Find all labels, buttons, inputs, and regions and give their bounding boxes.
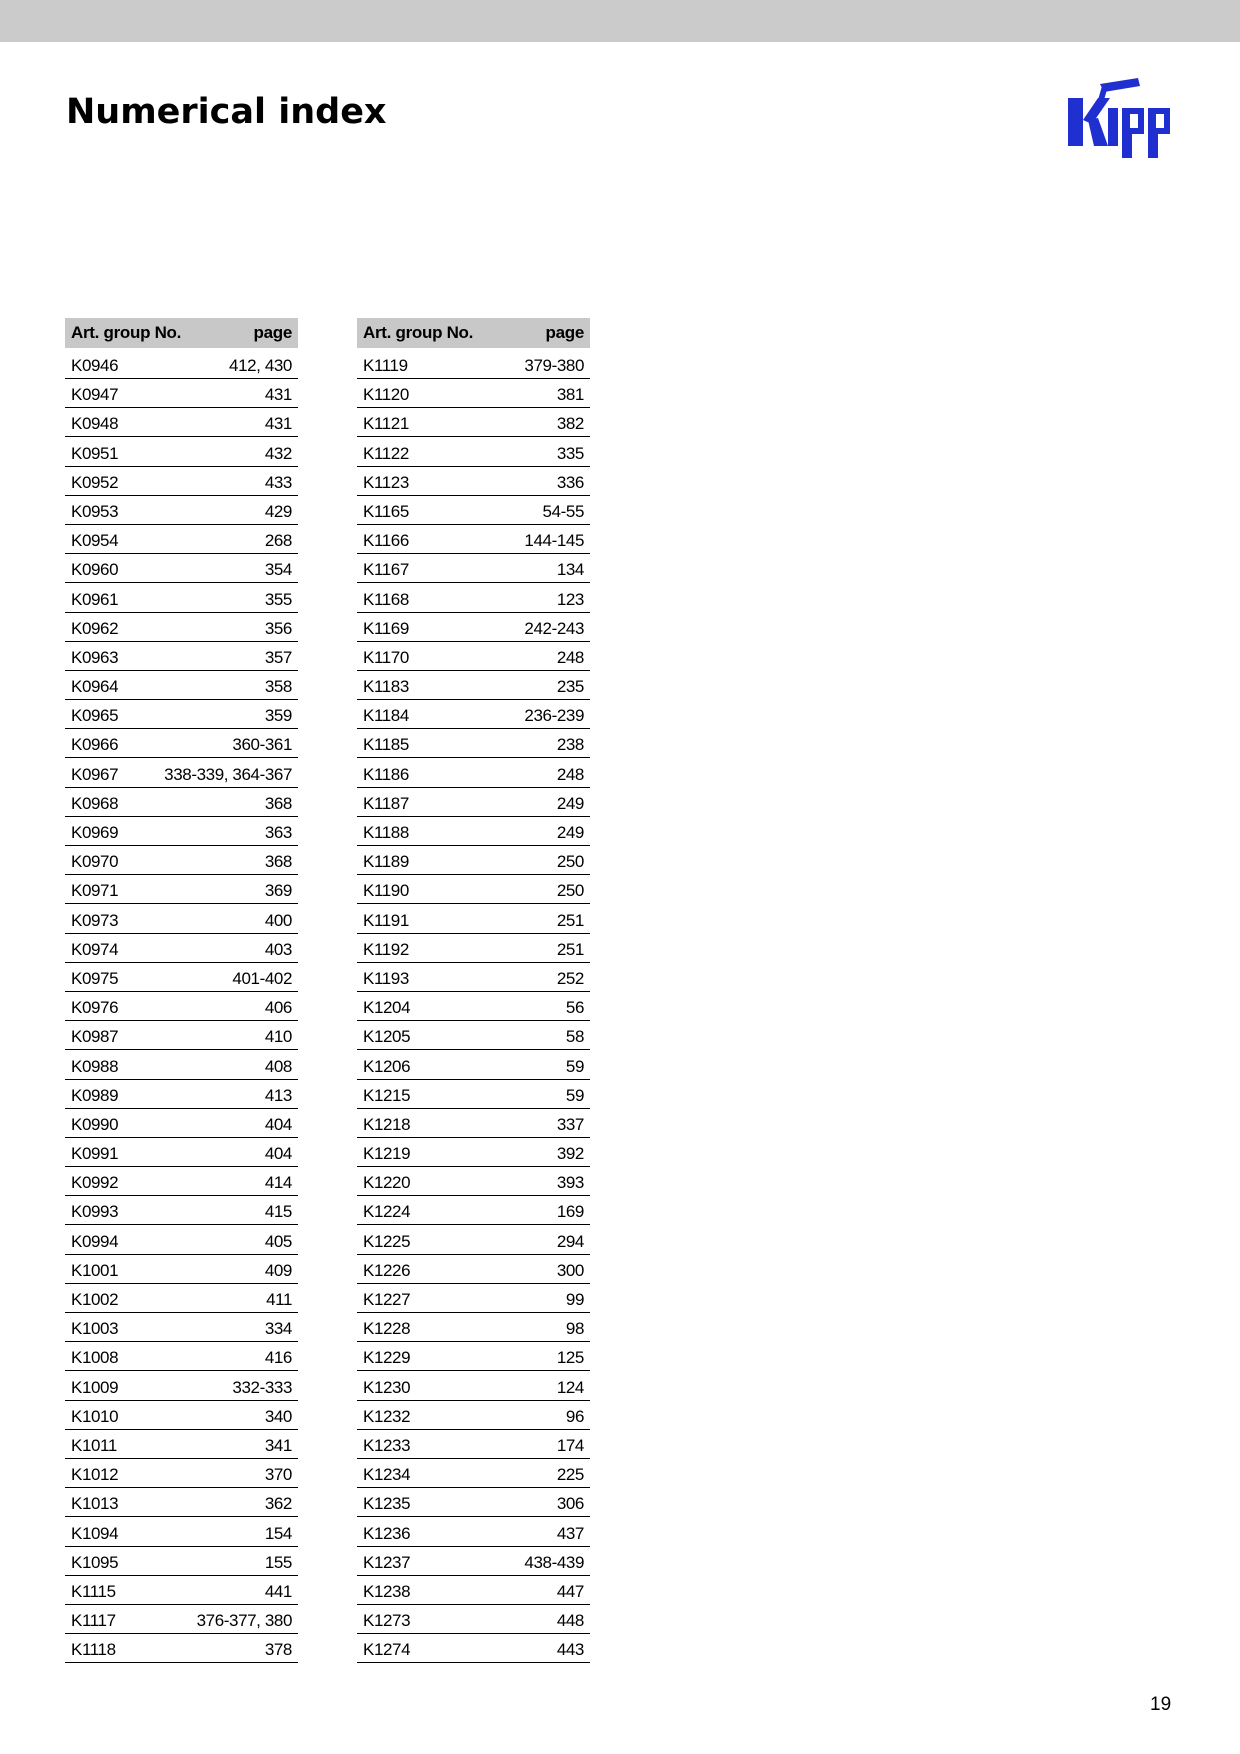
table-row (357, 1343, 590, 1371)
table-row (65, 935, 298, 963)
page-reference: 268 (264, 531, 292, 551)
art-group-number: K1236 (363, 1523, 411, 1543)
table-row (65, 526, 298, 554)
table-row (65, 760, 298, 788)
art-group-number: K1187 (363, 793, 409, 813)
table-row (65, 847, 298, 875)
table-row (65, 643, 298, 671)
page-reference: 124 (556, 1377, 584, 1397)
art-group-number: K1232 (363, 1406, 411, 1426)
page-reference: 410 (264, 1027, 292, 1047)
table-row (357, 964, 590, 992)
page-reference: 336 (556, 472, 584, 492)
art-group-number: K1003 (71, 1319, 119, 1339)
table-row (65, 1081, 298, 1109)
art-group-number: K0975 (71, 968, 119, 988)
index-table-left (65, 318, 298, 1664)
page-reference: 357 (264, 647, 292, 667)
art-group-number: K1191 (363, 910, 409, 930)
table-row (65, 1489, 298, 1517)
page-reference: 337 (556, 1114, 584, 1134)
table-row (65, 1402, 298, 1430)
art-group-number: K0970 (71, 852, 119, 872)
table-row (357, 1285, 590, 1313)
header-page: page (253, 323, 292, 342)
art-group-number: K1215 (363, 1085, 411, 1105)
table-row (357, 1022, 590, 1050)
art-group-number: K1233 (363, 1435, 411, 1455)
page-reference: 416 (264, 1348, 292, 1368)
index-table-right (357, 318, 590, 1664)
header-art-group: Art. group No. (71, 323, 182, 342)
art-group-number: K1119 (363, 356, 408, 375)
table-row (65, 1168, 298, 1196)
table-row (357, 1548, 590, 1576)
table-row (65, 585, 298, 613)
table-row (357, 876, 590, 904)
table-row (357, 1197, 590, 1225)
art-group-number: K0993 (71, 1202, 119, 1222)
table-row (65, 439, 298, 467)
table-row (65, 351, 298, 379)
table-row (357, 409, 590, 437)
art-group-number: K0951 (71, 443, 119, 463)
art-group-number: K1218 (363, 1114, 411, 1134)
page-reference: 332-333 (232, 1377, 292, 1397)
page-reference: 169 (556, 1202, 584, 1222)
table-row (357, 1460, 590, 1488)
table-row (357, 1519, 590, 1547)
page-reference: 448 (556, 1611, 584, 1631)
table-row (65, 1139, 298, 1167)
art-group-number: K0989 (71, 1085, 119, 1105)
table-row (65, 876, 298, 904)
page-reference: 306 (556, 1494, 584, 1514)
table-row (65, 1373, 298, 1401)
art-group-number: K0969 (71, 823, 119, 842)
art-group-number: K0988 (71, 1056, 119, 1076)
page-reference: 409 (264, 1260, 292, 1280)
art-group-number: K0967 (71, 764, 119, 784)
table-row (65, 497, 298, 525)
table-row (65, 614, 298, 642)
table-row (65, 818, 298, 846)
art-group-number: K1226 (363, 1260, 411, 1280)
page-reference: 174 (556, 1435, 584, 1455)
table-row (65, 1314, 298, 1342)
page-reference: 96 (565, 1406, 584, 1426)
art-group-number: K1228 (363, 1319, 411, 1339)
table-header (357, 318, 590, 348)
table-row (357, 701, 590, 729)
art-group-number: K1117 (71, 1611, 116, 1631)
table-row (65, 1606, 298, 1634)
page-reference: 381 (556, 385, 584, 405)
page-reference: 438-439 (524, 1552, 584, 1572)
table-row (65, 1256, 298, 1284)
page-title: Numerical index (66, 92, 387, 132)
table-row (65, 964, 298, 992)
page-reference: 354 (264, 560, 292, 580)
page-reference: 238 (556, 735, 584, 755)
art-group-number: K0971 (71, 881, 119, 901)
art-group-number: K1204 (363, 998, 411, 1018)
art-group-number: K1170 (363, 647, 409, 667)
page-reference: 249 (556, 823, 584, 842)
table-row (357, 439, 590, 467)
table-row (357, 1577, 590, 1605)
page-reference: 433 (264, 472, 292, 492)
table-row (65, 380, 298, 408)
art-group-number: K1121 (363, 414, 409, 434)
table-row (357, 526, 590, 554)
art-group-number: K0962 (71, 618, 119, 638)
art-group-number: K1012 (71, 1465, 119, 1485)
table-row (357, 1606, 590, 1634)
art-group-number: K1274 (363, 1640, 411, 1660)
table-row (65, 1197, 298, 1225)
page-reference: 59 (565, 1085, 584, 1105)
page-reference: 334 (264, 1319, 292, 1339)
art-group-number: K1219 (363, 1144, 411, 1164)
page-number: 19 (1150, 1694, 1172, 1715)
table-row (65, 1285, 298, 1313)
page-reference: 403 (264, 939, 292, 959)
table-row (65, 1052, 298, 1080)
table-row (357, 1110, 590, 1138)
page-reference: 363 (264, 823, 292, 842)
page-reference: 359 (264, 706, 292, 726)
page-reference: 58 (565, 1027, 584, 1047)
table-row (357, 1402, 590, 1430)
art-group-number: K0966 (71, 735, 119, 755)
kipp-logo-icon (1066, 74, 1182, 160)
page-reference: 341 (264, 1435, 292, 1455)
table-row (357, 1052, 590, 1080)
art-group-number: K0961 (71, 589, 119, 609)
page-reference: 335 (556, 443, 584, 463)
table-row (357, 1081, 590, 1109)
art-group-number: K1185 (363, 735, 409, 755)
art-group-number: K1229 (363, 1348, 411, 1368)
table-row (65, 1110, 298, 1138)
page-reference: 431 (264, 385, 292, 405)
art-group-number: K1120 (363, 385, 409, 405)
page-reference: 378 (264, 1640, 292, 1660)
art-group-number: K0994 (71, 1231, 119, 1251)
page-reference: 406 (264, 998, 292, 1018)
page-reference: 404 (264, 1114, 292, 1134)
page-reference: 59 (565, 1056, 584, 1076)
art-group-number: K1122 (363, 443, 409, 463)
table-row (65, 993, 298, 1021)
art-group-number: K1238 (363, 1581, 411, 1601)
page-reference: 338-339, 364-367 (164, 764, 292, 784)
art-group-number: K1188 (363, 823, 409, 842)
page-reference: 251 (556, 939, 584, 959)
art-group-number: K1010 (71, 1406, 119, 1426)
table-row (65, 1022, 298, 1050)
table-row (357, 468, 590, 496)
art-group-number: K0973 (71, 910, 119, 930)
art-group-number: K1001 (71, 1260, 119, 1280)
page-reference: 400 (264, 910, 292, 930)
page-reference: 235 (556, 677, 584, 697)
table-header (65, 318, 298, 348)
art-group-number: K1273 (363, 1611, 411, 1631)
art-group-number: K1192 (363, 939, 409, 959)
table-row (65, 409, 298, 437)
art-group-number: K0963 (71, 647, 119, 667)
art-group-number: K1013 (71, 1494, 119, 1514)
table-row (65, 555, 298, 583)
art-group-number: K0976 (71, 998, 119, 1018)
page-reference: 251 (556, 910, 584, 930)
page-reference: 358 (264, 677, 292, 697)
table-row (357, 1256, 590, 1284)
page-reference: 429 (264, 501, 292, 521)
table-row (357, 1431, 590, 1459)
art-group-number: K1184 (363, 706, 409, 726)
art-group-number: K1183 (363, 677, 409, 697)
table-row (65, 789, 298, 817)
page-reference: 368 (264, 793, 292, 813)
table-row (357, 1373, 590, 1401)
page-reference: 355 (264, 589, 292, 609)
page-reference: 437 (556, 1523, 584, 1543)
page-reference: 405 (264, 1231, 292, 1251)
table-row (357, 585, 590, 613)
art-group-number: K0968 (71, 793, 119, 813)
art-group-number: K0990 (71, 1114, 119, 1134)
table-row (357, 760, 590, 788)
art-group-number: K1230 (363, 1377, 411, 1397)
art-group-number: K1011 (71, 1435, 117, 1455)
art-group-number: K0964 (71, 677, 119, 697)
page-reference: 154 (264, 1523, 292, 1543)
art-group-number: K1165 (363, 501, 409, 521)
art-group-number: K0946 (71, 356, 119, 375)
table-row (65, 1460, 298, 1488)
table-row (65, 468, 298, 496)
page-reference: 431 (264, 414, 292, 434)
page-reference: 376-377, 380 (196, 1611, 292, 1631)
table-row (357, 847, 590, 875)
table-row (65, 1519, 298, 1547)
table-row (357, 351, 590, 379)
art-group-number: K1002 (71, 1290, 119, 1309)
art-group-number: K1008 (71, 1348, 119, 1368)
page-reference: 412, 430 (229, 356, 292, 375)
table-row (65, 1343, 298, 1371)
art-group-number: K1095 (71, 1552, 119, 1572)
art-group-number: K1118 (71, 1640, 116, 1660)
page-reference: 294 (556, 1231, 584, 1251)
kipp-logo (1066, 74, 1182, 160)
page-reference: 362 (264, 1494, 292, 1514)
table-row (65, 1548, 298, 1576)
art-group-number: K0965 (71, 706, 119, 726)
art-group-number: K1235 (363, 1494, 411, 1514)
art-group-number: K1220 (363, 1173, 411, 1193)
page-reference: 125 (556, 1348, 584, 1368)
art-group-number: K1225 (363, 1231, 411, 1251)
art-group-number: K1206 (363, 1056, 411, 1076)
table-row (357, 818, 590, 846)
art-group-number: K1186 (363, 764, 409, 784)
table-row (357, 555, 590, 583)
table-rows (357, 351, 590, 1663)
page-reference: 225 (556, 1465, 584, 1485)
art-group-number: K0992 (71, 1173, 119, 1193)
page-reference: 443 (556, 1640, 584, 1660)
page-reference: 249 (556, 793, 584, 813)
table-row (65, 1635, 298, 1663)
top-bar (0, 0, 1240, 42)
table-row (357, 906, 590, 934)
page-reference: 248 (556, 647, 584, 667)
page-reference: 382 (556, 414, 584, 434)
art-group-number: K1190 (363, 881, 409, 901)
art-group-number: K0947 (71, 385, 119, 405)
table-row (357, 935, 590, 963)
page-reference: 155 (264, 1552, 292, 1572)
table-row (357, 993, 590, 1021)
page-reference: 379-380 (524, 356, 584, 375)
page-reference: 368 (264, 852, 292, 872)
page-reference: 413 (264, 1085, 292, 1105)
header-art-group: Art. group No. (363, 323, 474, 342)
art-group-number: K1123 (363, 472, 409, 492)
table-row (65, 730, 298, 758)
table-row (357, 1314, 590, 1342)
table-row (357, 672, 590, 700)
art-group-number: K1169 (363, 618, 409, 638)
table-row (65, 1227, 298, 1255)
art-group-number: K1234 (363, 1465, 411, 1485)
art-group-number: K0952 (71, 472, 119, 492)
page-reference: 447 (556, 1581, 584, 1601)
art-group-number: K1205 (363, 1027, 411, 1047)
table-row (65, 701, 298, 729)
page-reference: 356 (264, 618, 292, 638)
page-reference: 56 (565, 998, 584, 1018)
art-group-number: K0953 (71, 501, 119, 521)
table-row (357, 1168, 590, 1196)
page-reference: 54-55 (542, 501, 584, 521)
art-group-number: K0954 (71, 531, 119, 551)
page-reference: 360-361 (232, 735, 292, 755)
art-group-number: K1009 (71, 1377, 119, 1397)
art-group-number: K1094 (71, 1523, 119, 1543)
table-row (357, 730, 590, 758)
art-group-number: K1193 (363, 968, 409, 988)
table-row (357, 1227, 590, 1255)
page-reference: 248 (556, 764, 584, 784)
table-row (65, 672, 298, 700)
art-group-number: K1166 (363, 531, 409, 551)
art-group-number: K1237 (363, 1552, 411, 1572)
page-reference: 369 (264, 881, 292, 901)
table-rows (65, 351, 298, 1663)
art-group-number: K1168 (363, 589, 409, 609)
page-reference: 415 (264, 1202, 292, 1222)
art-group-number: K0960 (71, 560, 119, 580)
table-row (357, 614, 590, 642)
page-reference: 411 (266, 1290, 292, 1309)
table-row (65, 906, 298, 934)
page-reference: 401-402 (232, 968, 292, 988)
table-row (65, 1577, 298, 1605)
art-group-number: K1189 (363, 852, 409, 872)
art-group-number: K0987 (71, 1027, 119, 1047)
art-group-number: K1167 (363, 560, 409, 580)
page-reference: 441 (264, 1581, 292, 1601)
table-row (357, 1139, 590, 1167)
page-reference: 393 (556, 1173, 584, 1193)
page-reference: 404 (264, 1144, 292, 1164)
art-group-number: K1224 (363, 1202, 411, 1222)
page-reference: 414 (264, 1173, 292, 1193)
table-row (357, 1635, 590, 1663)
page-reference: 408 (264, 1056, 292, 1076)
table-row (357, 789, 590, 817)
table-row (357, 643, 590, 671)
page-reference: 236-239 (524, 706, 584, 726)
art-group-number: K1115 (71, 1581, 116, 1601)
page-reference: 123 (556, 589, 584, 609)
table-row (357, 1489, 590, 1517)
art-group-number: K0974 (71, 939, 119, 959)
header-page: page (545, 323, 584, 342)
page-reference: 134 (556, 560, 584, 580)
page-reference: 144-145 (524, 531, 584, 551)
page-reference: 300 (556, 1260, 584, 1280)
page-reference: 252 (556, 968, 584, 988)
page-reference: 340 (264, 1406, 292, 1426)
page-reference: 242-243 (524, 618, 584, 638)
page-reference: 392 (556, 1144, 584, 1164)
table-row (65, 1431, 298, 1459)
table-row (357, 497, 590, 525)
page-reference: 98 (565, 1319, 584, 1339)
art-group-number: K0991 (71, 1144, 119, 1164)
art-group-number: K0948 (71, 414, 119, 434)
page-reference: 432 (264, 443, 292, 463)
art-group-number: K1227 (363, 1290, 411, 1309)
page-reference: 250 (556, 852, 584, 872)
page-reference: 99 (565, 1290, 584, 1309)
table-row (357, 380, 590, 408)
page-reference: 370 (264, 1465, 292, 1485)
page-reference: 250 (556, 881, 584, 901)
